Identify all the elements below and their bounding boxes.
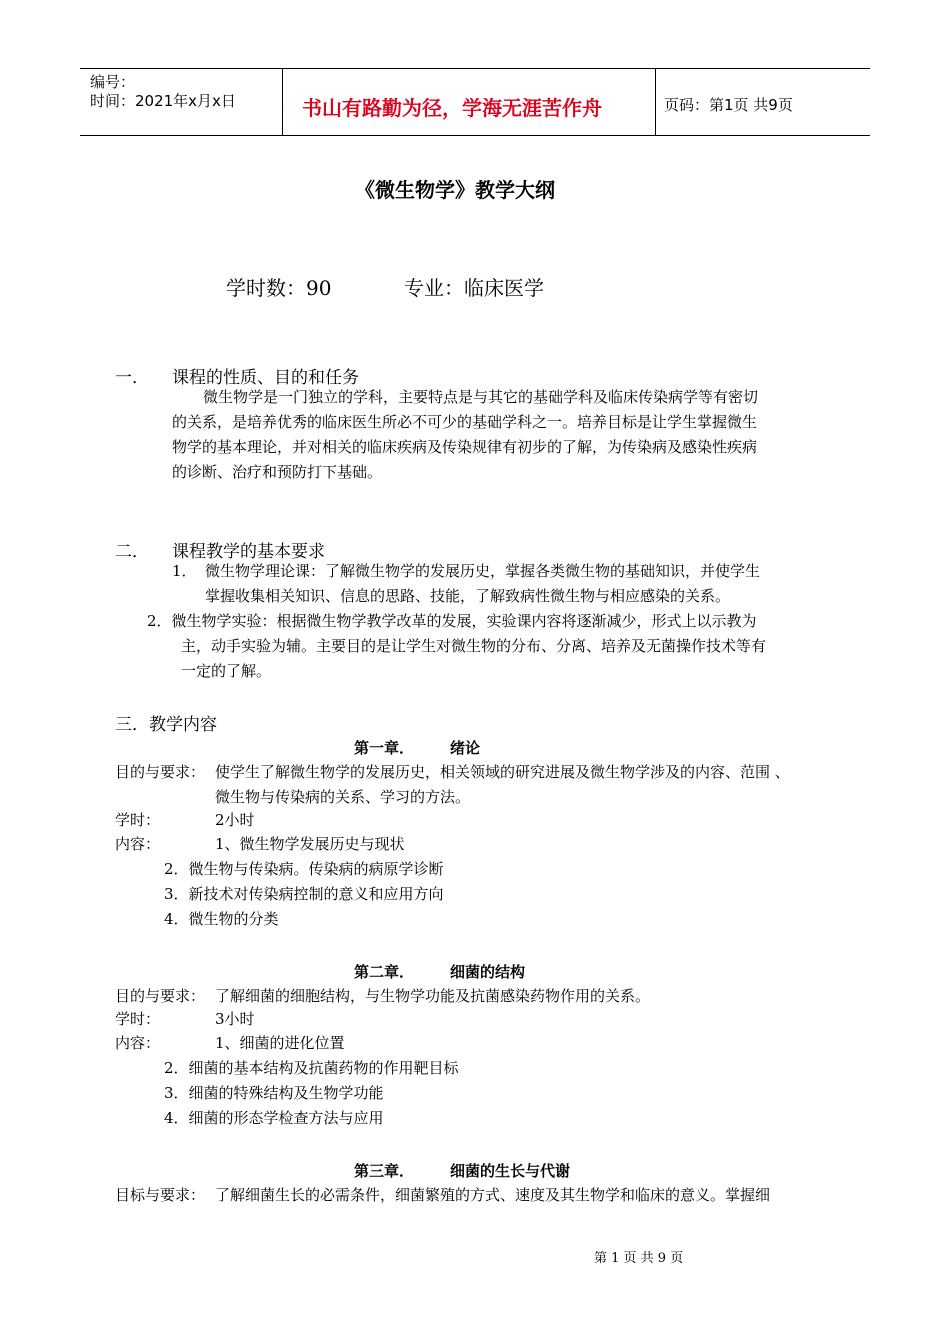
chapter1-number: 第一章． xyxy=(354,739,415,757)
section2-item1-line: 掌握收集相关知识、信息的思路、技能，了解致病性微生物与相应感染的关系。 xyxy=(205,587,731,605)
chapter1-content-item: 4．微生物的分类 xyxy=(164,910,279,928)
header-number-label: 编号： xyxy=(90,73,136,91)
chapter1-goal-label: 目的与要求： xyxy=(115,763,206,781)
chapter3-goal-line: 了解细菌生长的必需条件，细菌繁殖的方式、速度及其生物学和临床的意义。掌握细 xyxy=(215,1186,771,1204)
chapter2-hours-label: 学时： xyxy=(115,1010,161,1028)
header-top-rule xyxy=(80,68,870,69)
section1-line: 微生物学是一门独立的学科，主要特点是与其它的基础学科及临床传染病学等有密切 xyxy=(203,388,759,406)
chapter1-content-item: 3．新技术对传染病控制的意义和应用方向 xyxy=(164,885,444,903)
chapter3-goal-label: 目标与要求： xyxy=(115,1186,206,1204)
header-divider-left xyxy=(282,68,283,136)
chapter2-content-item: 1、细菌的进化位置 xyxy=(215,1034,345,1052)
header-time-label: 时间：2021年x月x日 xyxy=(90,92,236,110)
section1-title: 课程的性质、目的和任务 xyxy=(172,368,359,388)
footer-page-number: 第 1 页 共 9 页 xyxy=(594,1251,684,1266)
header-motto: 书山有路勤为径，学海无涯苦作舟 xyxy=(302,96,602,120)
header-divider-right xyxy=(655,68,656,136)
chapter2-content-label: 内容： xyxy=(115,1034,161,1052)
chapter2-content-item: 3．细菌的特殊结构及生物学功能 xyxy=(164,1084,384,1102)
chapter1-content-item: 1、微生物学发展历史与现状 xyxy=(215,835,405,853)
section2-title: 课程教学的基本要求 xyxy=(172,542,325,562)
chapter1-hours: 2小时 xyxy=(215,811,255,829)
chapter1-goal-line: 使学生了解微生物学的发展历史，相关领域的研究进展及微生物学涉及的内容、范围 、 xyxy=(215,763,790,781)
chapter3-name: 细菌的生长与代谢 xyxy=(450,1162,571,1180)
section2-item2-line: 一定的了解。 xyxy=(181,662,272,680)
section1-line: 的关系，是培养优秀的临床医生所必不可少的基础学科之一。培养目标是让学生掌握微生 xyxy=(172,413,758,431)
header-bottom-rule xyxy=(80,135,870,136)
chapter1-content-item: 2．微生物与传染病。传染病的病原学诊断 xyxy=(164,860,444,878)
chapter2-name: 细菌的结构 xyxy=(450,963,526,981)
chapter1-name: 绪论 xyxy=(450,739,481,757)
chapter1-goal-line: 微生物与传染病的关系、学习的方法。 xyxy=(215,788,471,806)
chapter2-content-item: 4．细菌的形态学检查方法与应用 xyxy=(164,1109,384,1127)
section1-line: 的诊断、治疗和预防打下基础。 xyxy=(172,463,383,481)
section2-item1-number: 1． xyxy=(172,562,197,580)
course-hours: 学时数：90 xyxy=(226,276,332,300)
chapter2-goal-label: 目的与要求： xyxy=(115,987,206,1005)
section2-item1-line: 微生物学理论课：了解微生物学的发展历史，掌握各类微生物的基础知识，并使学生 xyxy=(205,562,761,580)
section3-title: 三．教学内容 xyxy=(115,715,217,735)
section2-item2-line: 主，动手实验为辅。主要目的是让学生对微生物的分布、分离、培养及无菌操作技术等有 xyxy=(181,637,767,655)
course-major: 专业：临床医学 xyxy=(404,276,544,300)
chapter2-goal-line: 了解细菌的细胞结构，与生物学功能及抗菌感染药物作用的关系。 xyxy=(215,987,651,1005)
chapter3-number: 第三章． xyxy=(354,1162,415,1180)
section2-number: 二． xyxy=(115,542,149,562)
chapter2-hours: 3小时 xyxy=(215,1010,255,1028)
header-page-code: 页码：第1页 共9页 xyxy=(664,96,793,114)
chapter1-hours-label: 学时： xyxy=(115,811,161,829)
chapter2-content-item: 2．细菌的基本结构及抗菌药物的作用靶目标 xyxy=(164,1059,459,1077)
section2-item2-line: 2．微生物学实验：根据微生物学教学改革的发展，实验课内容将逐渐减少，形式上以示教为 xyxy=(147,612,757,630)
chapter1-content-label: 内容： xyxy=(115,835,161,853)
section1-number: 一． xyxy=(115,368,149,388)
section1-line: 物学的基本理论，并对相关的临床疾病及传染规律有初步的了解，为传染病及感染性疾病 xyxy=(172,438,758,456)
document-title: 《微生物学》教学大纲 xyxy=(355,178,555,202)
chapter2-number: 第二章． xyxy=(354,963,415,981)
